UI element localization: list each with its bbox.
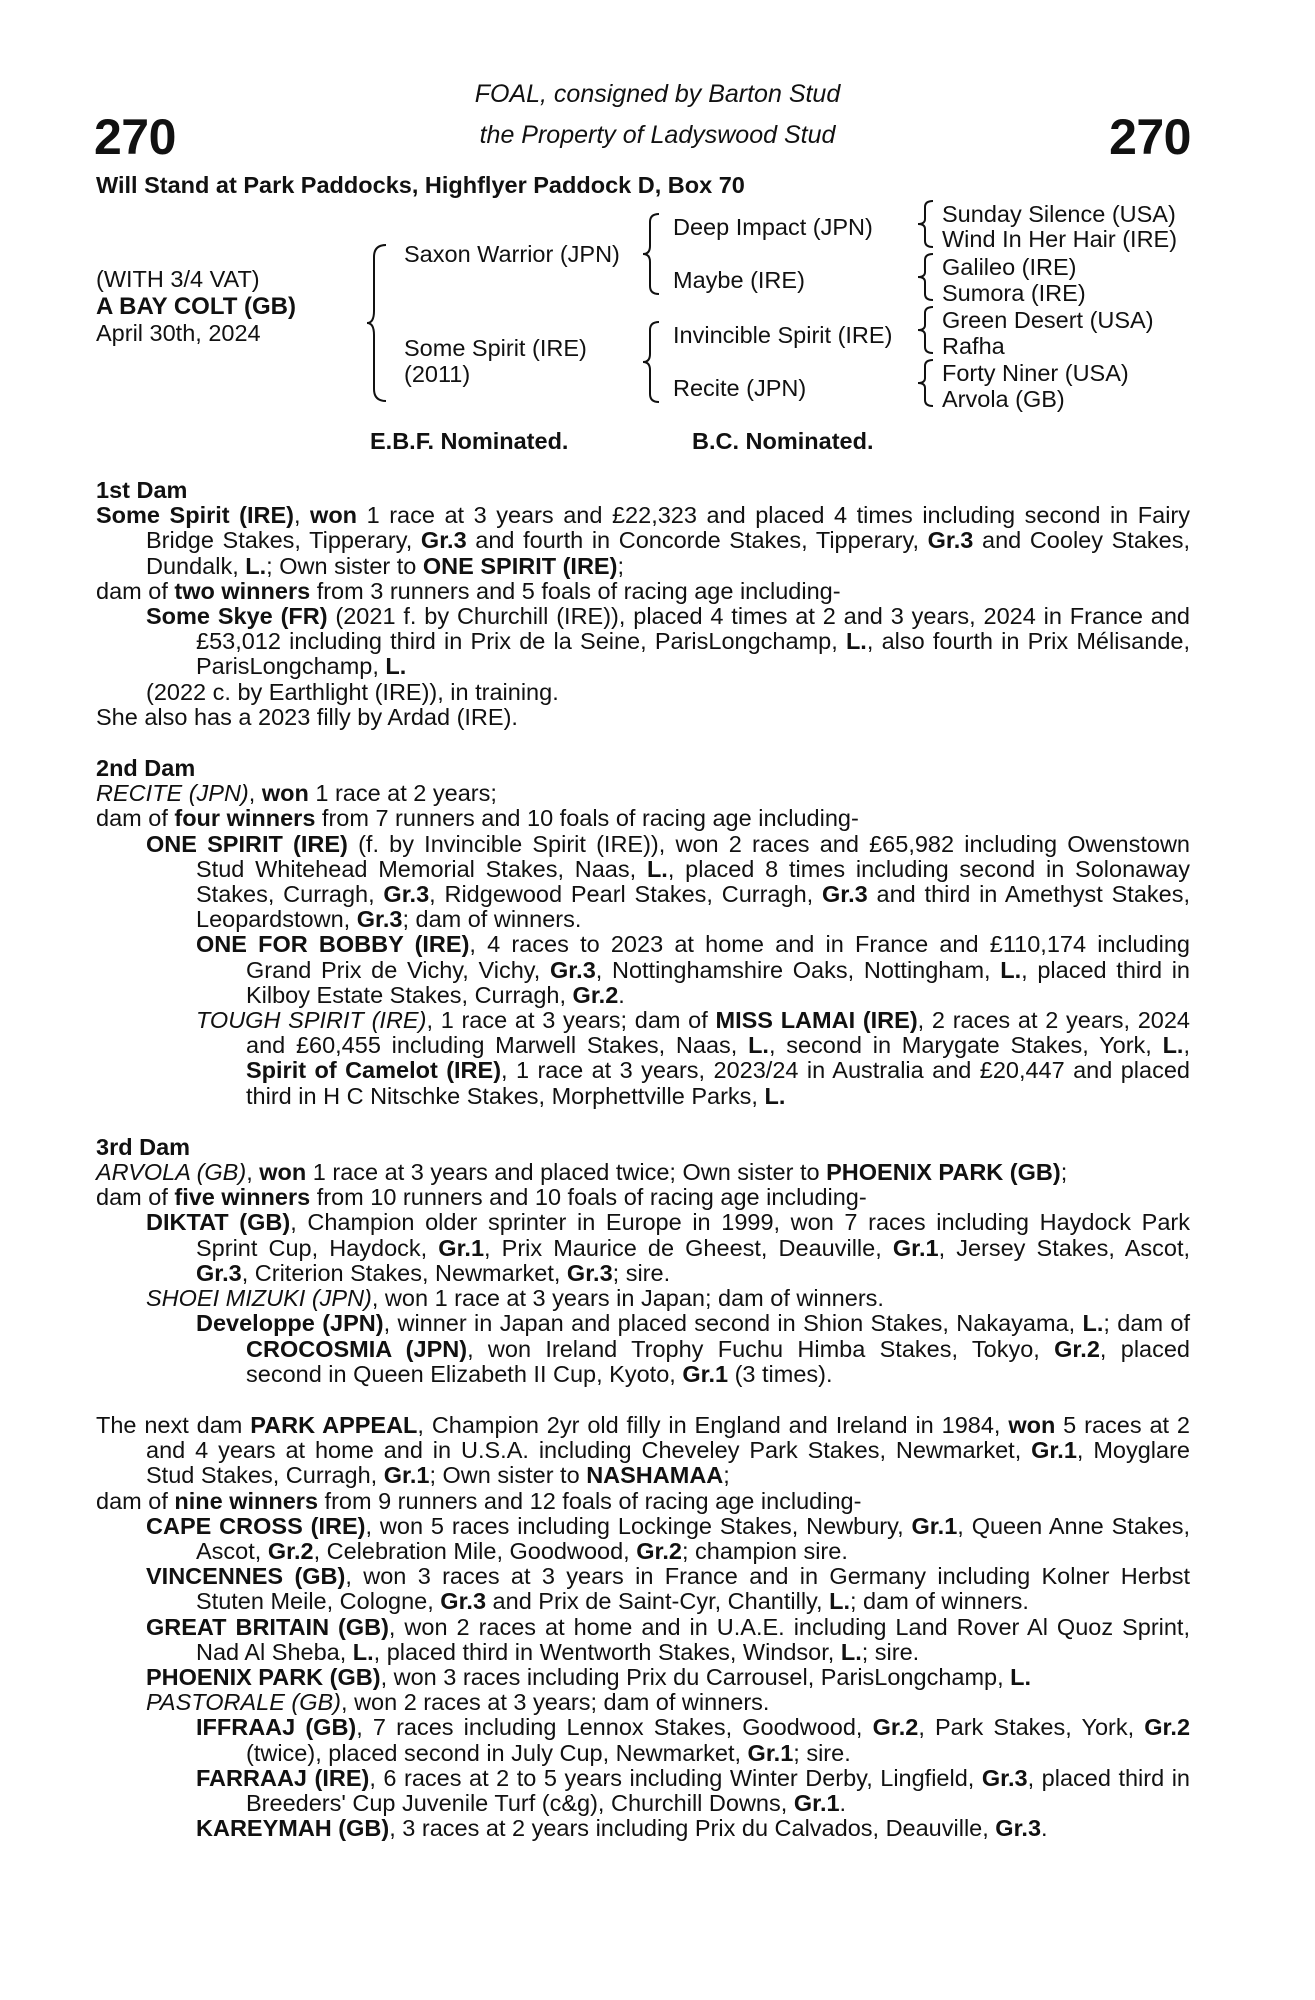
grade: Gr.1 (1031, 1437, 1077, 1464)
produce-name: KAREYMAH (GB) (196, 1815, 390, 1842)
produce-one-for-bobby (96, 932, 1190, 1008)
produce-phoenix-park (96, 1665, 1190, 1690)
text: ; champion sire. (681, 1537, 848, 1564)
text: ; (1060, 1159, 1068, 1186)
grade: Gr.1 (892, 1234, 939, 1261)
produce-name: CROCOSMIA (JPN) (246, 1335, 468, 1362)
text: , won 3 races at 3 years in France and in Germany including Kolner Herbst Stuten Meile, Cologne, (196, 1563, 1190, 1615)
text: ; dam of (1103, 1310, 1190, 1337)
grade: Gr.1 (793, 1789, 840, 1816)
text: from 7 runners and 10 foals of racing age including- (315, 805, 859, 832)
text: , won 3 races including Prix du Carrousel, ParisLongchamp, (380, 1663, 1011, 1690)
pedigree-ss-dam: Wind In Her Hair (IRE) (942, 226, 1178, 252)
grade: L. (1082, 1310, 1104, 1337)
grade: L. (829, 1588, 850, 1615)
text: , won 2 races at home and in U.A.E. including Land Rover Al Quoz Sprint, Nad Al Sheba, (196, 1613, 1190, 1665)
text: . (1041, 1815, 1048, 1842)
grade: L. (764, 1082, 786, 1109)
lot-number-right: 270 (1109, 109, 1191, 165)
produce-name: GREAT BRITAIN (GB) (146, 1613, 389, 1640)
pedigree-sd-dam: Sumora (IRE) (942, 280, 1086, 306)
text: from 10 runners and 10 foals of racing age including- (310, 1184, 867, 1211)
grade: L. (352, 1638, 374, 1665)
text: , 6 races at 2 to 5 years including Winter Derby, Lingfield, (369, 1764, 982, 1791)
first-dam-sister: ONE SPIRIT (IRE) (422, 552, 618, 579)
text: . (618, 981, 625, 1008)
produce-name: PASTORALE (GB) (146, 1689, 342, 1716)
text: , Park Stakes, York, (918, 1714, 1145, 1741)
won-label: won (1008, 1411, 1056, 1438)
grade: Gr.1 (911, 1512, 958, 1539)
text: and Cooley Stakes, Dundalk, (146, 527, 1190, 579)
pedigree-brace-dd (917, 358, 937, 408)
grade: Gr.3 (420, 527, 467, 554)
text: , Champion older sprinter in Europe in 1999, won 7 races including Haydock Park Sprint Cup, Haydock, (196, 1209, 1190, 1261)
text: , Celebration Mile, Goodwood, (313, 1537, 637, 1564)
pedigree-sire-sire: Deep Impact (JPN) (673, 214, 873, 240)
text: . (839, 1789, 847, 1816)
text: , 4 races to 2023 at home and in France and £110,174 including Grand Prix de Vichy, Vichy, (246, 931, 1190, 983)
third-dam-name: ARVOLA (GB) (96, 1159, 247, 1186)
winners-count: two winners (174, 577, 311, 604)
text: dam of (96, 1487, 175, 1514)
first-dam-record: Some Spirit (IRE), won 1 race at 3 years and £22,323 and placed 4 times including second in Fairy Bridge Stakes, Tipperary, Gr.3 and fourth in Concorde Stakes, Tipperary, Gr.3 and Cooley Stakes, Dundalk, L.; Own sister to ONE SPIRIT (IRE); (96, 502, 1191, 579)
produce-name: CAPE CROSS (IRE) (146, 1512, 366, 1539)
produce-great-britain (96, 1615, 1190, 1665)
consignment-line-1: FOAL, consigned by Barton Stud (474, 80, 841, 108)
produce-tough-spirit (96, 1008, 1190, 1109)
produce-shoei-mizuki (96, 1286, 1190, 1311)
grade: L. (385, 653, 407, 680)
produce-name: Some Skye (FR) (146, 603, 328, 630)
sister-name: NASHAMAA (586, 1462, 724, 1489)
ebf-nomination: E.B.F. Nominated. (370, 428, 569, 454)
text: , placed 8 times including second in Solonaway Stakes, Curragh, (196, 855, 1190, 908)
pedigree-dam: Some Spirit (IRE) (404, 335, 587, 361)
text: , Ridgewood Pearl Stakes, Curragh, (429, 881, 822, 908)
produce-developpe (96, 1311, 1190, 1387)
pedigree-brace-dam (642, 320, 662, 404)
text: 1 race at 3 years and placed twice; Own sister to (306, 1159, 827, 1186)
won-label: won (261, 780, 309, 807)
first-dam-heading: 1st Dam (96, 477, 188, 503)
grade: L. (1000, 956, 1022, 983)
catalogue-body (96, 478, 1190, 1841)
text: , placed third in Breeders' Cup Juvenile Turf (c&g), Churchill Downs, (246, 1764, 1191, 1816)
produce-name: Developpe (JPN) (196, 1310, 384, 1337)
text: (2021 f. by Churchill (IRE)), placed 4 times at 2 and 3 years, 2024 in France and £53,012 including third in Prix de la Seine, ParisLongchamp, (196, 603, 1190, 655)
grade: Gr.3 (356, 906, 403, 933)
text: dam of (96, 577, 175, 604)
horse-name: A BAY COLT (GB) (96, 293, 297, 320)
produce-iffraaj (96, 1715, 1190, 1765)
text: , Jersey Stakes, Ascot, (938, 1234, 1190, 1261)
pedigree-dam-sire: Invincible Spirit (IRE) (673, 322, 893, 348)
grade: Gr.3 (981, 1764, 1028, 1791)
produce-name: IFFRAAJ (GB) (196, 1714, 357, 1741)
second-dam-name: RECITE (JPN) (96, 780, 249, 807)
grade: Gr.3 (440, 1588, 487, 1615)
text: , Queen Anne Stakes, Ascot, (196, 1512, 1190, 1564)
produce-name: MISS LAMAI (IRE) (715, 1007, 918, 1034)
consignment-line-2: the Property of Ladyswood Stud (479, 121, 836, 149)
text: , won 2 races at 3 years; dam of winners. (341, 1689, 770, 1716)
grade: L. (1010, 1663, 1032, 1690)
produce-farraaj (96, 1766, 1190, 1816)
lot-number-left: 270 (94, 109, 176, 165)
text: , placed second in Queen Elizabeth II Cup, Kyoto, (246, 1335, 1191, 1387)
text: dam of (96, 805, 175, 832)
grade: Gr.3 (566, 1259, 613, 1286)
text: , 3 races at 2 years including Prix du Calvados, Deauville, (389, 1815, 996, 1842)
produce-diktat (96, 1210, 1190, 1286)
grade: L. (845, 628, 867, 655)
text: ; sire. (861, 1638, 920, 1665)
first-dam-name: Some Spirit (IRE) (96, 502, 294, 529)
grade: Gr.1 (747, 1739, 794, 1766)
text: , 7 races including Lennox Stakes, Goodwood, (356, 1714, 873, 1741)
pedigree-brace-ss (917, 199, 937, 249)
grade: Gr.3 (550, 956, 596, 983)
first-dam-produce-summary (96, 579, 1190, 604)
pedigree-sire: Saxon Warrior (JPN) (404, 241, 620, 267)
grade: Gr.2 (267, 1537, 314, 1564)
pedigree-brace-sire (642, 212, 662, 296)
sister-name: PHOENIX PARK (GB) (826, 1159, 1061, 1186)
vat-note: (WITH 3/4 VAT) (96, 266, 260, 292)
grade: Gr.1 (383, 1462, 430, 1489)
third-dam-produce-summary (96, 1185, 1190, 1210)
won-label: won (310, 502, 358, 529)
text: ; Own sister to (266, 552, 423, 579)
text: ; sire. (612, 1259, 671, 1286)
text: , won Ireland Trophy Fuchu Himba Stakes, Tokyo, (467, 1335, 1055, 1362)
pedigree-ss-sire: Sunday Silence (USA) (942, 201, 1176, 227)
pedigree-dam-year: (2011) (404, 361, 471, 387)
text: (3 times). (728, 1360, 833, 1387)
next-dam-produce-summary (96, 1489, 1190, 1514)
text: , won 5 races including Lockinge Stakes, Newbury, (365, 1512, 912, 1539)
text: , 2 races at 2 years, 2024 and £60,455 including Marwell Stakes, Naas, (246, 1007, 1190, 1059)
text: , 1 race at 3 years, 2023/24 in Australia and £20,447 and placed third in H C Nitschke Stakes, Morphettville Parks, (246, 1057, 1190, 1109)
produce-name: ONE FOR BOBBY (IRE) (196, 931, 470, 958)
text: (f. by Invincible Spirit (IRE)), won 2 races and £65,982 including Owenstown Stud Whitehead Memorial Stakes, Naas, (196, 830, 1190, 882)
second-dam-heading: 2nd Dam (96, 755, 196, 782)
text: ; (617, 552, 624, 579)
text: 5 races at 2 and 4 years at home and in U.S.A. including Cheveley Park Stakes, Newmarket, (146, 1411, 1191, 1464)
pedigree-dd-sire: Forty Niner (USA) (942, 360, 1129, 386)
pedigree-brace-sd (917, 252, 937, 302)
produce-name: PHOENIX PARK (GB) (146, 1663, 381, 1690)
produce-name: FARRAAJ (IRE) (196, 1764, 370, 1791)
text: , placed third in Kilboy Estate Stakes, Curragh, (246, 956, 1190, 1008)
produce-name: DIKTAT (GB) (146, 1209, 291, 1236)
grade: Gr.1 (682, 1360, 729, 1387)
text: , placed third in Wentworth Stakes, Windsor, (373, 1638, 841, 1665)
foaling-date: April 30th, 2024 (96, 320, 261, 346)
text: and third in Amethyst Stakes, Leopardstown, (196, 881, 1191, 933)
won-label: won (259, 1159, 307, 1186)
text: ; dam of winners. (402, 906, 582, 933)
text: , winner in Japan and placed second in Shion Stakes, Nakayama, (383, 1310, 1083, 1337)
produce-some-skye (96, 604, 1190, 680)
grade: L. (1162, 1032, 1184, 1059)
text: , also fourth in Prix Mélisande, ParisLongchamp, (196, 628, 1190, 680)
first-dam-also: She also has a 2023 filly by Ardad (IRE). (96, 703, 518, 730)
text: 1 race at 2 years; (308, 780, 497, 807)
grade: Gr.2 (872, 1714, 919, 1741)
produce-cape-cross (96, 1514, 1190, 1564)
grade: Gr.1 (438, 1234, 485, 1261)
grade: Gr.3 (927, 527, 974, 554)
text: ; (723, 1462, 730, 1489)
third-dam-heading: 3rd Dam (96, 1133, 191, 1160)
produce-kareymah (96, 1816, 1190, 1841)
pedigree-ds-dam: Rafha (942, 333, 1005, 359)
text: , second in Marygate Stakes, York, (768, 1032, 1163, 1059)
third-dam-record: ARVOLA (GB), won 1 race at 3 years and placed twice; Own sister to PHOENIX PARK (GB); (96, 1159, 1068, 1186)
pedigree-dam-dam: Recite (JPN) (673, 375, 807, 401)
produce-name: Spirit of Camelot (IRE) (246, 1057, 502, 1084)
grade: L. (245, 552, 267, 579)
text: , Criterion Stakes, Newmarket, (241, 1259, 567, 1286)
grade: Gr.2 (1054, 1335, 1100, 1362)
bc-nomination: B.C. Nominated. (692, 428, 874, 454)
grade: L. (646, 855, 668, 882)
text: , Moyglare Stud Stakes, Curragh, (146, 1437, 1190, 1489)
text: , (1183, 1032, 1190, 1059)
text: and Prix de Saint-Cyr, Chantilly, (486, 1588, 830, 1615)
text: dam of (96, 1184, 175, 1211)
next-dam-name: PARK APPEAL (250, 1411, 418, 1438)
grade: Gr.3 (196, 1259, 242, 1286)
winners-count: nine winners (174, 1487, 319, 1514)
stand-location: Will Stand at Park Paddocks, Highflyer Paddock D, Box 70 (96, 172, 745, 198)
text: , Nottinghamshire Oaks, Nottingham, (595, 956, 1001, 983)
produce-name: TOUGH SPIRIT (IRE) (196, 1007, 427, 1034)
pedigree-sire-dam: Maybe (IRE) (673, 267, 805, 293)
text: from 9 runners and 12 foals of racing age including- (318, 1487, 862, 1514)
text: ; dam of winners. (850, 1588, 1029, 1615)
second-dam-record: RECITE (JPN), won 1 race at 2 years; (96, 780, 497, 807)
grade: L. (840, 1638, 862, 1665)
pedigree-brace-ds (917, 305, 937, 355)
produce-name: SHOEI MIZUKI (JPN) (146, 1285, 372, 1312)
next-dam-record (96, 1413, 1190, 1489)
produce-2022-colt: (2022 c. by Earthlight (IRE)), in training. (146, 678, 559, 705)
text: , won 1 race at 3 years in Japan; dam of winners. (371, 1285, 884, 1312)
winners-count: five winners (174, 1184, 311, 1211)
text: ; sire. (793, 1739, 851, 1766)
text: , 1 race at 3 years; dam of (426, 1007, 716, 1034)
pedigree-sd-sire: Galileo (IRE) (942, 254, 1077, 280)
grade: Gr.3 (821, 881, 868, 908)
grade: L. (748, 1032, 769, 1059)
pedigree-dd-dam: Arvola (GB) (942, 386, 1065, 412)
grade: Gr.2 (1144, 1714, 1191, 1741)
grade: Gr.2 (572, 981, 619, 1008)
produce-vincennes (96, 1564, 1190, 1614)
produce-name: VINCENNES (GB) (146, 1563, 346, 1590)
grade: Gr.2 (636, 1537, 682, 1564)
text: ; Own sister to (429, 1462, 587, 1489)
text: The next dam (96, 1411, 251, 1438)
grade: Gr.3 (383, 881, 430, 908)
winners-count: four winners (174, 805, 316, 832)
text: (twice), placed second in July Cup, Newmarket, (246, 1739, 748, 1766)
text: and fourth in Concorde Stakes, Tipperary, (466, 527, 928, 554)
second-dam-produce-summary (96, 806, 1190, 831)
grade: Gr.3 (995, 1815, 1042, 1842)
pedigree-brace-main (366, 243, 390, 403)
pedigree-ds-sire: Green Desert (USA) (942, 307, 1154, 333)
text: , Champion 2yr old filly in England and Ireland in 1984, (417, 1411, 1009, 1438)
text: 1 race at 3 years and £22,323 and placed 4 times including second in Fairy Bridge Stakes, Tipperary, (146, 502, 1191, 554)
produce-one-spirit (96, 832, 1190, 933)
produce-name: ONE SPIRIT (IRE) (146, 830, 348, 857)
text: from 3 runners and 5 foals of racing age including- (310, 577, 841, 604)
produce-pastorale (96, 1690, 1190, 1715)
text: , Prix Maurice de Gheest, Deauville, (484, 1234, 893, 1261)
